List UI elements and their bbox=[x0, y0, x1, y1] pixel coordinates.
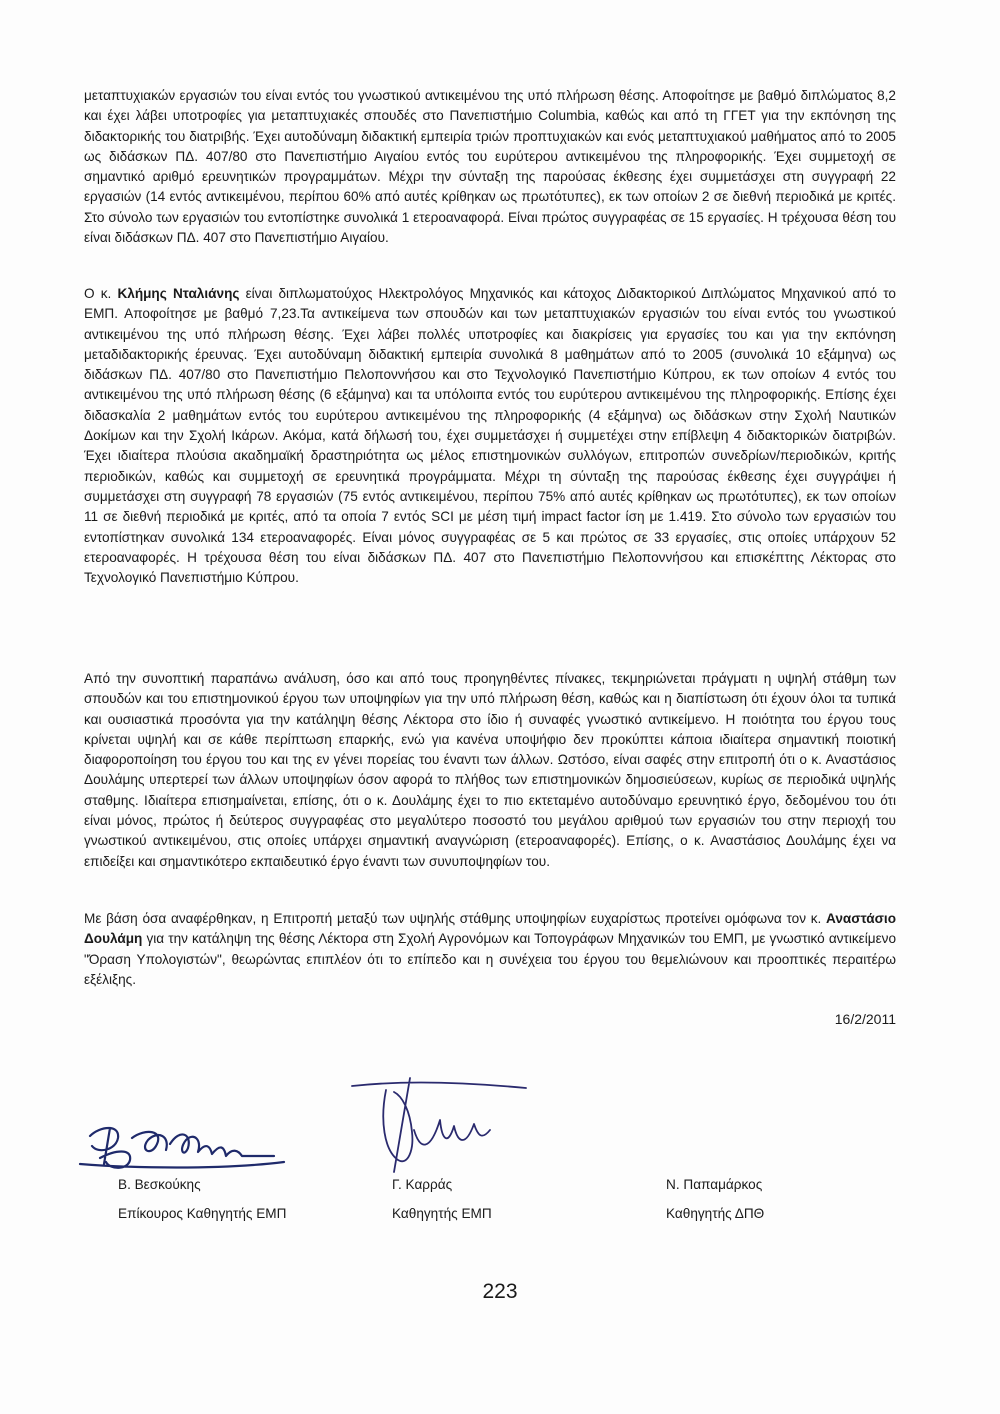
paragraph-text: Από την συνοπτική παραπάνω ανάλυση, όσο και από τους προηγηθέντες πίνακες, τεκμηριώνεται πράγματι η υψηλή στάθμη των σπουδών και του επιστημονικού έργου των υποψηφίων για την υπό πλήρωση θέση, καθώς και η διαπίστωση ότι έχουν όλοι τα τυπικά και ουσιαστικά προσόντα για την κατάληψη θέσης Λέκτορα στο ίδιο ή συναφές γνωστικό αντικείμενο. Η ποιότητα του έργου τους κρίνεται υψηλή και σε κάθε περίπτωση επαρκής, ενώ για κανένα υποψήφιο δεν προκύπτει κάποια ιδιαίτερα σημαντική ποιοτική διαφοροποίηση του έργου του και της εν γένει πορείας του έναντι των άλλων. Ωστόσο, είναι σαφές στην επιτροπή ότι ο κ. Αναστάσιος Δουλάμης υπερτερεί των άλλων υποψηφίων όσον αφορά το πλήθος των επιστημονικών δημοσιεύσεων, κυρίως σε περιοδικά υψηλής σταθμης. Ιδιαίτερα επισημαίνεται, επίσης, ότι ο κ. Δουλάμης έχει το πιο εκτεταμένο αυτοδύναμο ερευνητικό έργο, δεδομένου του ότι είναι μόνος, πρώτος ή δεύτερος συγγραφέας στο μεγαλύτερο ποσοστό του μεγάλου αριθμού των εργασιών του στην περιοχή του γνωστικού αντικειμένου, στις οποίες υπάρχει σημαντική αναγνώριση (ετεροαναφορές). Επίσης, ο κ. Αναστάσιος Δουλάμης έχει να επιδείξει και σημαντικότερο εκπαιδευτικό έργο έναντι των συνυποψηφίων του. bbox=[84, 671, 896, 869]
text-body: είναι διπλωματούχος Ηλεκτρολόγος Μηχανικός και κάτοχος Διδακτορικού Διπλώματος Μηχανικού από το ΕΜΠ. Αποφοίτησε με βαθμό 7,23.Τα αντικείμενα των σπουδών και των μεταπτυχιακών εργασιών του είναι εντός του γνωστικού αντικειμένου της υπό πλήρωση θέσης. Έχει λάβει πολλές υποτροφίες και διακρίσεις για εργασίες του και για την εκπόνηση μεταδιδακτορικής έρευνας. Έχει αυτοδύναμη διδακτική εμπειρία συνολικά 8 μαθημάτων από το 2005 (συνολικά 10 εξάμηνα) ως διδάσκων ΠΔ. 407/80 στο Πανεπιστήμιο Πελοποννήσου και στο Τεχνολογικό Πανεπιστήμιο Κύπρου, εκ των οποίων 4 εντός του αντικειμένου της υπό πλήρωση θέσης (6 εξάμηνα) και τα υπόλοιπα εντός του ευρύτερου αντικειμένου της πληροφορικής. Επίσης έχει διδασκαλία 2 μαθημάτων εντός του ευρύτερου αντικειμένου της πληροφορικής (4 εξάμηνα) ως διδάσκων στην Σχολή Ναυτικών Δοκίμων και την Σχολή Ικάρων. Ακόμα, κατά δήλωσή του, έχει συμμετάσχει ή συμμετέχει στην επίβλεψη 4 διδακτορικών διατριβών. Έχει ιδιαίτερα πλούσια ακαδημαϊκή δραστηριότητα ως μέλος επιστημονικών συλλόγων, επιτροπών συνεδρίων/περιοδικών, κριτής περιοδικών, καθώς και συμμετοχή σε ερευνητικά προγράμματα. Μέχρι τη σύνταξη της παρούσας έκθεσης έχει συγγράψει ή συμμετάσχει στη συγγραφή 78 εργασιών (75 εντός αντικειμένου, περίπου 75% από αυτές κρίθηκαν ως πρωτότυπες), εκ των οποίων 11 σε διεθνή περιοδικά με κριτές, από τα οποία 7 εντός SCI με μέση τιμή impact factor ίση με 1.419. Στο σύνολο των εργασιών του εντοπίστηκαν συνολικά 134 ετεροαναφορές. Είναι μόνος συγγραφέας σε 5 και πρώτος σε 33 εργασίες, στις οποίες υπάρχουν 52 ετεροαναφορές. Η τρέχουσα θέση του είναι διδάσκων ΠΔ. 407 στο Πανεπιστήμιο Πελοποννήσου και επισκέπτης Λέκτορας στο Τεχνολογικό Πανεπιστήμιο Κύπρου. bbox=[84, 286, 896, 586]
paragraph-text bbox=[84, 284, 896, 588]
recommended-candidate-name: Αναστάσιο Δουλάμη bbox=[84, 911, 896, 947]
candidate-name: Κλήμης Νταλιάνης bbox=[117, 286, 240, 301]
paragraph-candidate-continuation bbox=[84, 86, 896, 248]
signatory-block bbox=[666, 1170, 764, 1228]
signature-veskoukis bbox=[70, 1098, 290, 1180]
signatory-name: Β. Βεσκούκης bbox=[118, 1177, 201, 1192]
page-number: 223 bbox=[482, 1280, 518, 1303]
text-prefix: Ο κ. bbox=[84, 286, 118, 301]
text-prefix: Με βάση όσα αναφέρθηκαν, η Επιτροπή μεταξύ των υψηλής στάθμης υποψηφίων ευχαρίστως προτείνει ομόφωνα τον κ. bbox=[84, 911, 827, 926]
text-body: για την κατάληψη της θέσης Λέκτορα στη Σχολή Αγρονόμων και Τοπογράφων Μηχανικών του ΕΜΠ, με γνωστικό αντικείμενο "Όραση Υπολογιστών", θεωρώντας επιπλέον ότι το επίπεδο και η συνέχεια του έργου του θεμελιώνουν και προοπτικές περαιτέρω εξέλιξης. bbox=[84, 931, 896, 987]
signatory-title: Καθηγητής ΔΠΘ bbox=[666, 1206, 765, 1221]
paragraph-text bbox=[84, 909, 896, 990]
paragraph-recommendation bbox=[84, 909, 896, 990]
signatory-block bbox=[118, 1170, 286, 1228]
signatory-block bbox=[392, 1170, 492, 1228]
paragraph-candidate-ntalianis bbox=[84, 284, 896, 588]
signatory-name: Ν. Παπαμάρκος bbox=[666, 1177, 763, 1192]
document-date: 16/2/2011 bbox=[834, 1011, 896, 1027]
signatory-name: Γ. Καρράς bbox=[392, 1177, 453, 1192]
signatory-title: Καθηγητής ΕΜΠ bbox=[392, 1206, 492, 1221]
paragraph-summary bbox=[84, 669, 896, 872]
signatory-title: Επίκουρος Καθηγητής ΕΜΠ bbox=[118, 1206, 287, 1221]
paragraph-text: μεταπτυχιακών εργασιών του είναι εντός του γνωστικού αντικειμένου της υπό πλήρωση θέσης. Αποφοίτησε με βαθμό διπλώματος 8,2 και έχει λάβει υποτροφίες για μεταπτυχιακές σπουδές στο Πανεπιστήμιο Columbia, καθώς και από τη ΓΓΕΤ για την εκπόνηση της διδακτορικής του διατριβής. Έχει αυτοδύναμη διδακτική εμπειρία τριών προπτυχιακών και ενός μεταπτυχιακού μαθήματος από το 2005 ως διδάσκων ΠΔ. 407/80 στο Πανεπιστήμιο Αιγαίου εντός του ευρύτερου αντικειμένου της πληροφορικής. Έχει συμμετοχή σε σημαντικό αριθμό ερευνητικών προγραμμάτων. Μέχρι την σύνταξη της παρούσας έκθεσης έχει συμμετάσχει στη συγγραφή 22 εργασιών (14 εντός αντικειμένου, περίπου 60% από αυτές κρίθηκαν ως πρωτότυπες), εκ των οποίων 2 σε διεθνή περιοδικά με κριτές. Στο σύνολο των εργασιών του εντοπίστηκε συνολικά 1 ετεροαναφορά. Είναι πρώτος συγγραφέας σε 15 εργασίες. Η τρέχουσα θέση του είναι διδάσκων ΠΔ. 407 στο Πανεπιστήμιο Αιγαίου. bbox=[84, 88, 896, 246]
